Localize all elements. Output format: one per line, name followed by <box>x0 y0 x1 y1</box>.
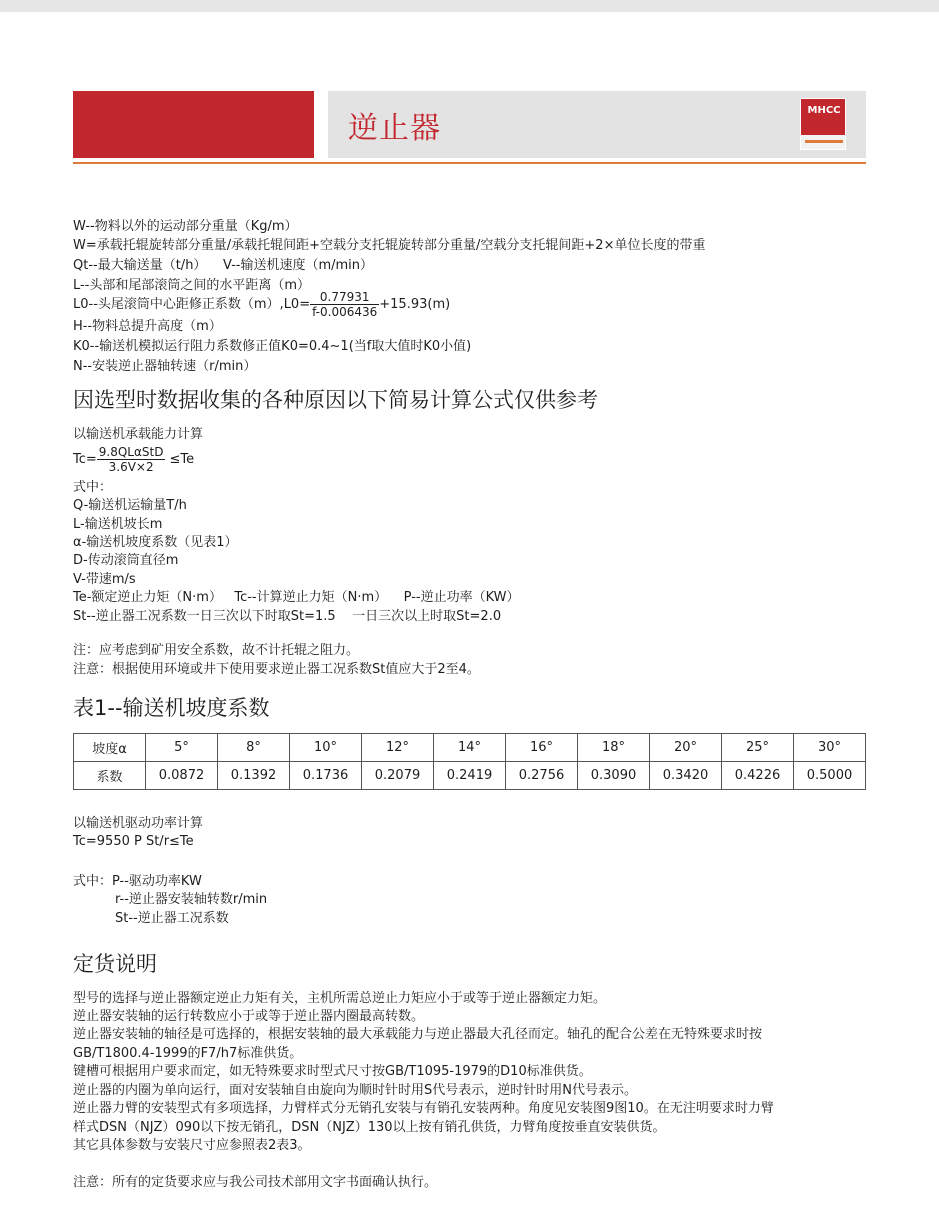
where-label: 式中： <box>73 480 113 495</box>
top-strip <box>0 0 939 12</box>
table-cell-coef: 0.2756 <box>506 762 578 790</box>
table-row <box>74 762 866 790</box>
table-cell-coef: 0.5000 <box>794 762 866 790</box>
company-logo <box>800 98 846 150</box>
definition-line: Qt--最大输送量（t/h） V--输送机速度（m/min） <box>73 258 374 273</box>
param-line: α-输送机坡度系数（见表1） <box>73 535 238 550</box>
capacity-formula <box>73 445 194 474</box>
table-cell-coef: 0.3420 <box>650 762 722 790</box>
table-cell-angle: 25° <box>722 734 794 762</box>
logo-stripe <box>801 135 846 149</box>
definition-line: L--头部和尾部滚筒之间的水平距离（m） <box>73 278 311 293</box>
param-line: Q-输送机运输量T/h <box>73 498 187 513</box>
param-line: D-传动滚筒直径m <box>73 553 179 568</box>
param-line: Te-额定逆止力矩（N·m） Tc--计算逆止力矩（N·m） P--逆止功率（KW） <box>73 590 520 605</box>
ordering-final-note: 注意：所有的定货要求应与我公司技术部用文字书面确认执行。 <box>73 1175 438 1190</box>
l0-suffix: +15.93(m) <box>379 297 451 312</box>
table-cell-angle: 10° <box>290 734 362 762</box>
table-cell-coef: 0.1736 <box>290 762 362 790</box>
ordering-line: 逆止器的内圈为单向运行，面对安装轴自由旋向为顺时针时用S代号表示，逆时针时用N代号表示。 <box>73 1083 637 1098</box>
l0-fraction <box>310 290 379 319</box>
formula-fraction <box>97 445 166 474</box>
note-line: 注意：根据使用环境或井下使用要求逆止器工况系数St值应大于2至4。 <box>73 662 480 677</box>
table-cell-angle: 20° <box>650 734 722 762</box>
ordering-line: 型号的选择与逆止器额定逆止力矩有关，主机所需总逆止力矩应小于或等于逆止器额定力矩。 <box>73 991 607 1006</box>
ordering-heading: 定货说明 <box>73 952 157 976</box>
power-formula: Tc=9550 P St/r≤Te <box>73 834 194 849</box>
table-row-label: 坡度α <box>74 734 146 762</box>
table-cell-angle: 16° <box>506 734 578 762</box>
definition-line: W--物料以外的运动部分重量（Kg/m） <box>73 219 298 234</box>
table-row <box>74 734 866 762</box>
table-cell-coef: 0.1392 <box>218 762 290 790</box>
ordering-line: 逆止器力臂的安装型式有多项选择，力臂样式分无销孔安装与有销孔安装两种。角度见安装图9图10。在无注明要求时力臂 <box>73 1101 774 1116</box>
table-cell-coef: 0.4226 <box>722 762 794 790</box>
formula-suffix: ≤Te <box>169 452 195 467</box>
ordering-line: GB/T1800.4-1999的F7/h7标准供货。 <box>73 1046 303 1061</box>
ordering-line: 键槽可根据用户要求而定，如无特殊要求时型式尺寸按GB/T1095-1979的D10标准供货。 <box>73 1064 592 1079</box>
ordering-line: 样式DSN（NJZ）090以下按无销孔，DSN（NJZ）130以上按有销孔供货，力臂角度按垂直安装供货。 <box>73 1120 666 1135</box>
logo-text: MHCC <box>807 105 841 116</box>
header-underline <box>73 162 866 164</box>
definition-line: H--物料总提升高度（m） <box>73 319 222 334</box>
table-cell-angle: 30° <box>794 734 866 762</box>
power-where-line: 式中：P--驱动功率KW <box>73 874 202 889</box>
param-line: V-带速m/s <box>73 572 136 587</box>
table-row-label: 系数 <box>74 762 146 790</box>
power-calc-title: 以输送机驱动功率计算 <box>73 816 204 831</box>
l0-formula-line <box>73 290 450 320</box>
section-heading-simplified: 因选型时数据收集的各种原因以下简易计算公式仅供参考 <box>73 388 598 412</box>
formula-prefix: Tc= <box>73 452 97 467</box>
l0-prefix: L0--头尾滚筒中心距修正系数（m）,L0= <box>73 297 311 312</box>
ordering-line: 逆止器安装轴的轴径是可选择的，根据安装轴的最大承载能力与逆止器最大孔径而定。轴孔的配合公差在无特殊要求时按 <box>73 1027 763 1042</box>
table-cell-angle: 8° <box>218 734 290 762</box>
definition-line: N--安装逆止器轴转速（r/min） <box>73 359 257 374</box>
table-cell-angle: 18° <box>578 734 650 762</box>
formula-numerator: 9.8QLαStD <box>98 445 164 459</box>
capacity-calc-title: 以输送机承载能力计算 <box>73 427 204 442</box>
definition-line: W=承载托辊旋转部分重量/承载托辊间距+空载分支托辊旋转部分重量/空载分支托辊间距+2×单位长度的带重 <box>73 238 706 253</box>
table-cell-angle: 12° <box>362 734 434 762</box>
ordering-line: 其它具体参数与安装尺寸应参照表2表3。 <box>73 1138 311 1153</box>
definition-line: K0--输送机模拟运行阻力系数修正值K0=0.4~1(当f取大值时K0小值) <box>73 339 472 354</box>
table-cell-coef: 0.0872 <box>146 762 218 790</box>
table-cell-coef: 0.2079 <box>362 762 434 790</box>
slope-coefficient-table <box>73 733 866 790</box>
table-cell-coef: 0.2419 <box>434 762 506 790</box>
table-cell-angle: 14° <box>434 734 506 762</box>
table-cell-angle: 5° <box>146 734 218 762</box>
param-line: St--逆止器工况系数一日三次以下时取St=1.5 一日三次以上时取St=2.0 <box>73 609 502 624</box>
power-where-line: r--逆止器安装轴转数r/min <box>115 892 268 907</box>
l0-denominator: f-0.006436 <box>312 305 378 319</box>
note-line: 注：应考虑到矿用安全系数，故不计托辊之阻力。 <box>73 643 360 658</box>
ordering-line: 逆止器安装轴的运行转数应小于或等于逆止器内圈最高转数。 <box>73 1009 425 1024</box>
page-title: 逆止器 <box>348 111 441 146</box>
formula-denominator: 3.6V×2 <box>108 460 154 474</box>
header-red-block <box>73 91 314 158</box>
l0-numerator: 0.77931 <box>310 290 379 305</box>
table1-heading: 表1--输送机坡度系数 <box>73 696 270 720</box>
param-line: L-输送机坡长m <box>73 517 163 532</box>
power-where-line: St--逆止器工况系数 <box>115 911 229 926</box>
table-cell-coef: 0.3090 <box>578 762 650 790</box>
